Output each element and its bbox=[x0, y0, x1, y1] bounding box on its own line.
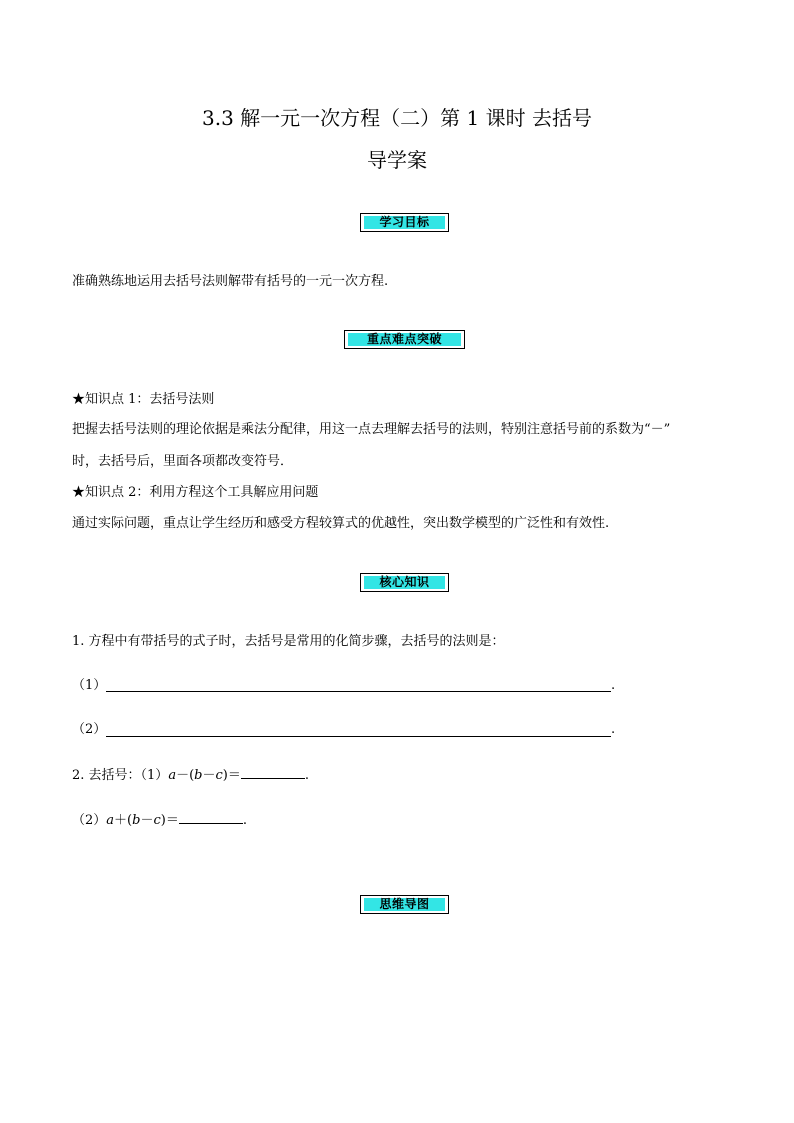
question-2-line-1 bbox=[72, 764, 309, 786]
op: )＝ bbox=[160, 813, 179, 828]
var-a: a bbox=[106, 813, 115, 828]
blank-end-period: . bbox=[304, 768, 309, 783]
question-2-prefix: 2. 去括号：（1） bbox=[72, 768, 169, 783]
var-b: b bbox=[132, 813, 141, 828]
knowledge-point-1-title: ★知识点 1：去括号法则 bbox=[72, 392, 215, 407]
blank-end-period: . bbox=[611, 678, 616, 693]
question-1-blank-1[interactable] bbox=[106, 691, 611, 692]
section-heading-core bbox=[360, 573, 449, 592]
knowledge-point-2-line-1: 通过实际问题，重点让学生经历和感受方程较算式的优越性，突出数学模型的广泛性和有效性. bbox=[72, 516, 610, 531]
var-c: c bbox=[153, 813, 161, 828]
section-heading-label: 重点难点突破 bbox=[348, 333, 461, 346]
knowledge-point-1-line-2: 时，去括号后，里面各项都改变符号． bbox=[72, 454, 294, 469]
section-heading-objectives bbox=[360, 213, 449, 232]
op: )＝ bbox=[222, 768, 241, 783]
objectives-text: 准确熟练地运用去括号法则解带有括号的一元一次方程. bbox=[72, 274, 389, 289]
knowledge-point-2-title: ★知识点 2：利用方程这个工具解应用问题 bbox=[72, 485, 319, 500]
section-heading-key-points bbox=[344, 330, 465, 349]
var-c: c bbox=[215, 768, 223, 783]
knowledge-point-1-line-1: 把握去括号法则的理论依据是乘法分配律，用这一点去理解去括号的法则，特别注意括号前的系数为“－” bbox=[72, 422, 671, 437]
question-1-text: 1. 方程中有带括号的式子时，去括号是常用的化简步骤，去括号的法则是： bbox=[72, 634, 505, 649]
section-heading-label: 核心知识 bbox=[364, 576, 445, 589]
var-b: b bbox=[194, 768, 203, 783]
blank-end-period: . bbox=[611, 722, 616, 737]
op: － bbox=[140, 813, 154, 828]
question-1-blank-2-label: （2） bbox=[72, 722, 107, 737]
question-2-line-2 bbox=[72, 809, 247, 831]
question-2-blank-2[interactable] bbox=[179, 809, 243, 824]
op: ＋( bbox=[114, 813, 133, 828]
blank-end-period: . bbox=[242, 813, 247, 828]
var-a: a bbox=[168, 768, 177, 783]
question-2-blank-1[interactable] bbox=[241, 764, 305, 779]
op: － bbox=[202, 768, 216, 783]
page-title: 3.3 解一元一次方程（二）第 1 课时 去括号 bbox=[202, 106, 592, 130]
page-subtitle: 导学案 bbox=[367, 148, 427, 172]
section-heading-mindmap bbox=[360, 895, 449, 914]
section-heading-label: 思维导图 bbox=[364, 898, 445, 911]
section-heading-label: 学习目标 bbox=[364, 216, 445, 229]
op: －( bbox=[176, 768, 195, 783]
question-1-blank-1-label: （1） bbox=[72, 678, 107, 693]
question-2-line-2-prefix: （2） bbox=[72, 813, 107, 828]
question-1-blank-2[interactable] bbox=[106, 736, 611, 737]
